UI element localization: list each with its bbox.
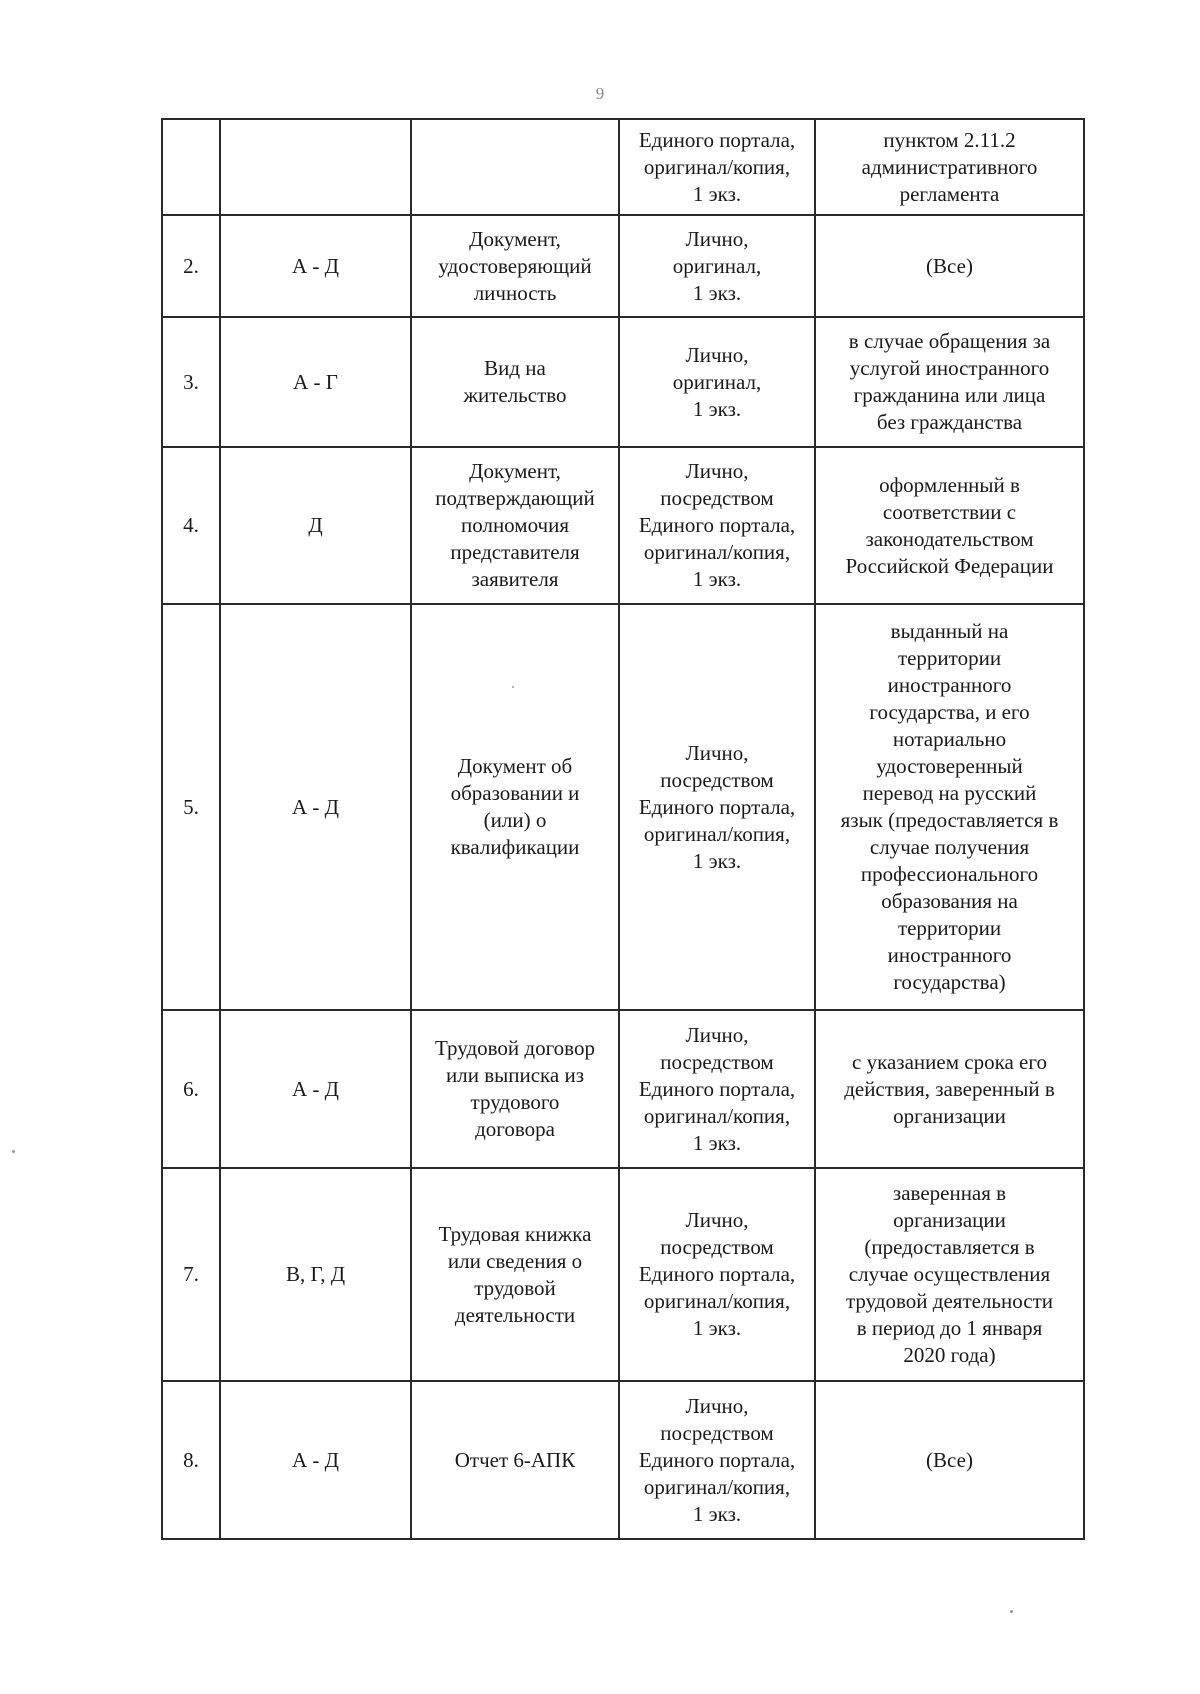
- row-number-cell: 6.: [162, 1010, 220, 1168]
- submission-method-cell: Лично, посредством Единого портала, оригинал/копия, 1 экз.: [619, 1381, 815, 1539]
- submission-method-cell: Лично, посредством Единого портала, оригинал/копия, 1 экз.: [619, 447, 815, 604]
- submission-method-cell: Лично, оригинал, 1 экз.: [619, 317, 815, 447]
- submission-method-cell: Лично, оригинал, 1 экз.: [619, 215, 815, 317]
- applicant-category-cell: А - Д: [220, 215, 411, 317]
- row-number-cell: 5.: [162, 604, 220, 1010]
- applicant-category-cell: А - Д: [220, 604, 411, 1010]
- requirements-note-cell: заверенная в организации (предоставляется в случае осуществления трудовой деятельности в период до 1 января 2020 года): [815, 1168, 1084, 1381]
- requirements-note-cell: (Все): [815, 215, 1084, 317]
- requirements-note-cell: оформленный в соответствии с законодательством Российской Федерации: [815, 447, 1084, 604]
- table-row: [162, 447, 1084, 604]
- page-number: 9: [595, 84, 605, 103]
- submission-method-cell: Лично, посредством Единого портала, оригинал/копия, 1 экз.: [619, 1168, 815, 1381]
- row-number-cell: 3.: [162, 317, 220, 447]
- requirements-note-cell: пунктом 2.11.2 административного регламента: [815, 119, 1084, 215]
- table-row: [162, 215, 1084, 317]
- table-row: [162, 1010, 1084, 1168]
- row-number-cell: 4.: [162, 447, 220, 604]
- submission-method-cell: Единого портала, оригинал/копия, 1 экз.: [619, 119, 815, 215]
- applicant-category-cell: А - Д: [220, 1381, 411, 1539]
- document-name-cell: Трудовая книжка или сведения о трудовой деятельности: [411, 1168, 619, 1381]
- requirements-note-cell: в случае обращения за услугой иностранного гражданина или лица без гражданства: [815, 317, 1084, 447]
- requirements-note-cell: (Все): [815, 1381, 1084, 1539]
- row-number-cell: 7.: [162, 1168, 220, 1381]
- table-row: [162, 1381, 1084, 1539]
- requirements-note-cell: с указанием срока его действия, заверенный в организации: [815, 1010, 1084, 1168]
- row-number-cell: 2.: [162, 215, 220, 317]
- applicant-category-cell: А - Д: [220, 1010, 411, 1168]
- table-row: [162, 1168, 1084, 1381]
- row-number-cell: 8.: [162, 1381, 220, 1539]
- submission-method-cell: Лично, посредством Единого портала, оригинал/копия, 1 экз.: [619, 1010, 815, 1168]
- documents-table: [161, 118, 1085, 1540]
- applicant-category-cell: В, Г, Д: [220, 1168, 411, 1381]
- table-row: [162, 317, 1084, 447]
- requirements-note-cell: выданный на территории иностранного государства, и его нотариально удостоверенный перевод на русский язык (предоставляется в случае получения профессионального образования на территории иностранного государства): [815, 604, 1084, 1010]
- table-row: [162, 119, 1084, 215]
- table-row: [162, 604, 1084, 1010]
- document-name-cell: Отчет 6-АПК: [411, 1381, 619, 1539]
- scan-speck: [12, 1150, 15, 1153]
- applicant-category-cell: Д: [220, 447, 411, 604]
- document-name-cell: [411, 119, 619, 215]
- document-name-cell: Вид на жительство: [411, 317, 619, 447]
- applicant-category-cell: [220, 119, 411, 215]
- row-number-cell: [162, 119, 220, 215]
- submission-method-cell: Лично, посредством Единого портала, оригинал/копия, 1 экз.: [619, 604, 815, 1010]
- document-name-cell: Документ, подтверждающий полномочия представителя заявителя: [411, 447, 619, 604]
- document-name-cell: Трудовой договор или выписка из трудового договора: [411, 1010, 619, 1168]
- document-name-cell: Документ об образовании и (или) о квалификации: [411, 604, 619, 1010]
- applicant-category-cell: А - Г: [220, 317, 411, 447]
- scan-speck: [512, 686, 514, 688]
- document-name-cell: Документ, удостоверяющий личность: [411, 215, 619, 317]
- scan-speck: [1010, 1610, 1013, 1613]
